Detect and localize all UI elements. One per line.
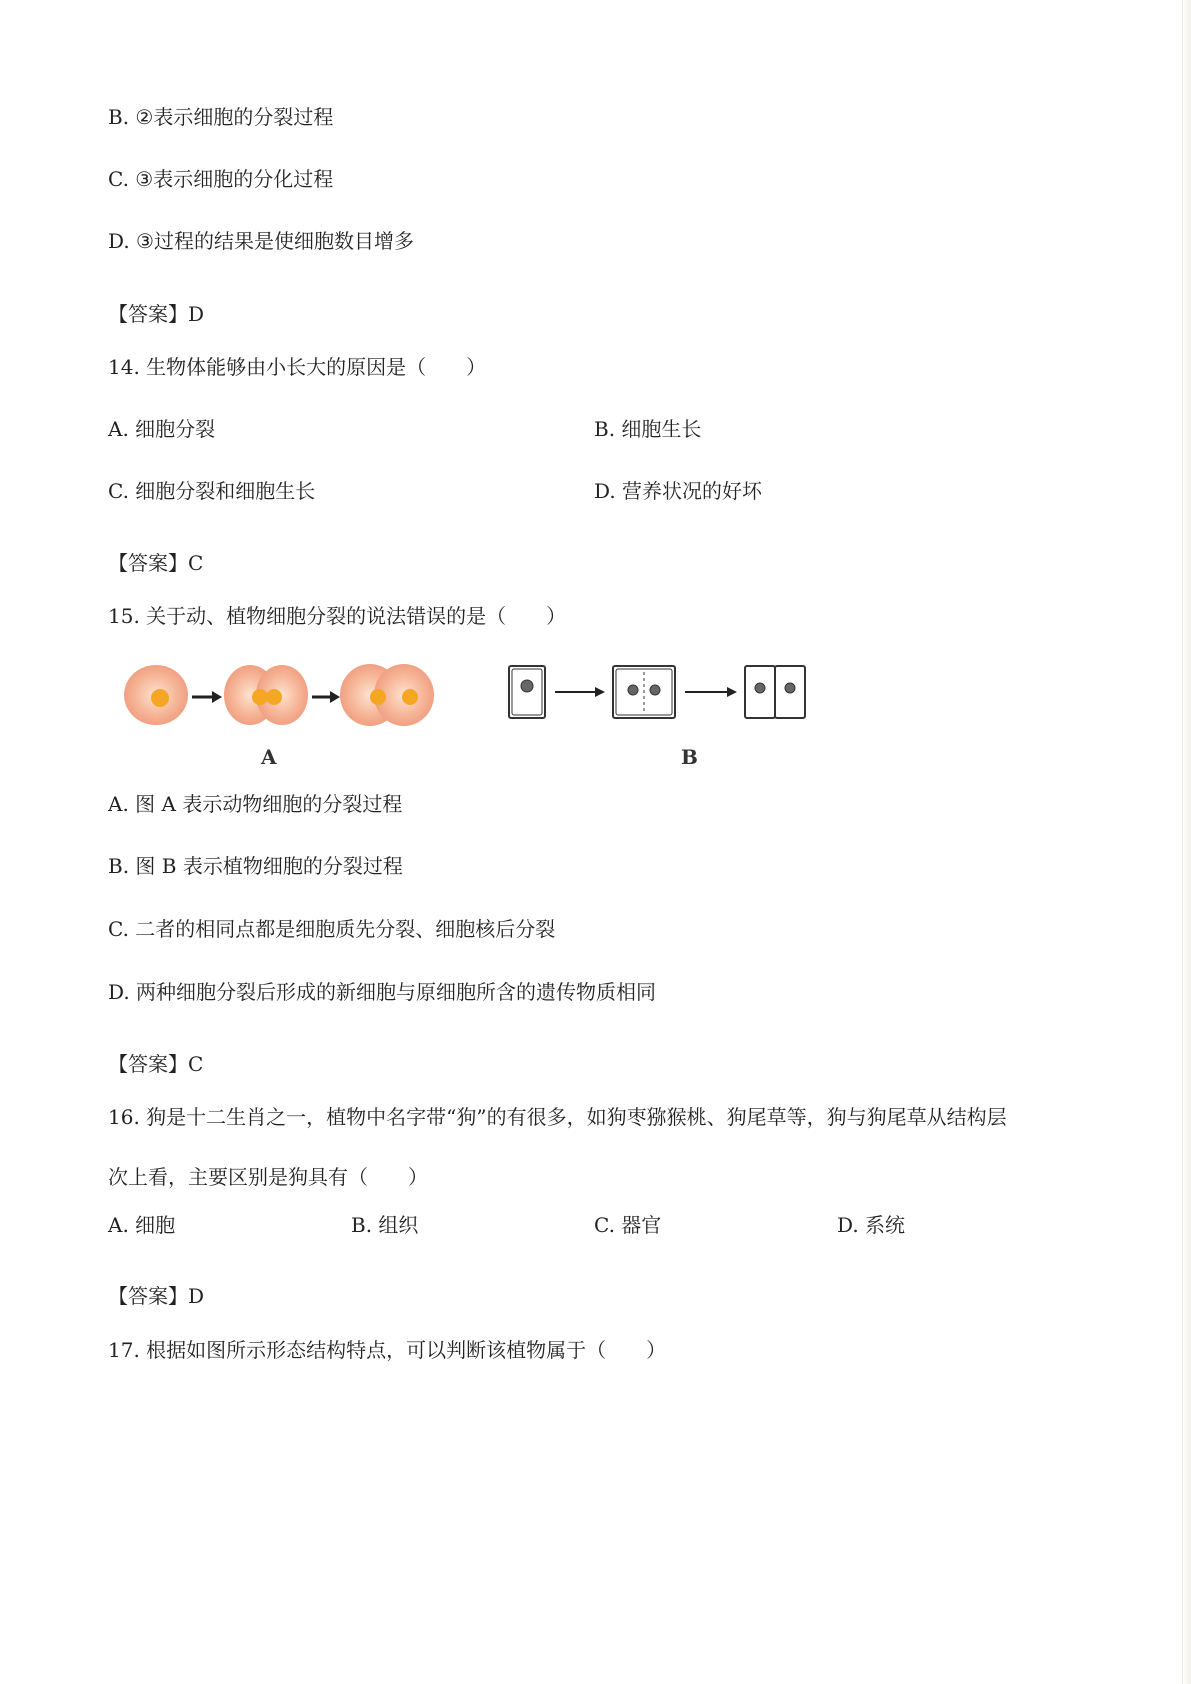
plant-cell-2: [613, 666, 675, 718]
animal-cell-1: [124, 665, 188, 725]
q14-option-b: B. 细胞生长: [594, 417, 702, 441]
plant-cell-3: [745, 666, 805, 718]
q16-stem-line2: 次上看，主要区别是狗具有（ ）: [108, 1165, 428, 1189]
q15-option-a: A. 图 A 表示动物细胞的分裂过程: [108, 792, 403, 816]
q16-answer: 【答案】D: [108, 1284, 205, 1308]
arrow-2-icon: [312, 691, 340, 703]
q16-option-b: B. 组织: [351, 1213, 419, 1237]
animal-cell-3: [340, 664, 434, 726]
q15-stem: 15. 关于动、植物细胞分裂的说法错误的是（ ）: [108, 604, 567, 628]
q13-answer: 【答案】D: [108, 302, 205, 326]
q16-stem-line1: 16. 狗是十二生肖之一，植物中名字带“狗”的有很多，如狗枣猕猴桃、狗尾草等，狗与狗尾草从结构层: [108, 1105, 1007, 1129]
q13-option-d: D. ③过程的结果是使细胞数目增多: [108, 229, 414, 253]
q14-answer: 【答案】C: [108, 551, 204, 575]
q16-option-d: D. 系统: [837, 1213, 906, 1237]
arrow-1-icon: [192, 691, 222, 703]
animal-cell-division-figure: [120, 655, 440, 735]
q14-option-a: A. 细胞分裂: [108, 417, 216, 441]
q17-stem: 17. 根据如图所示形态结构特点，可以判断该植物属于（ ）: [108, 1338, 667, 1362]
figure-label-a: A: [261, 745, 277, 769]
q15-answer: 【答案】C: [108, 1052, 204, 1076]
q13-option-b: B. ②表示细胞的分裂过程: [108, 105, 334, 129]
plant-nucleus-1: [521, 680, 533, 692]
figure-label-b: B: [681, 745, 698, 769]
q14-stem: 14. 生物体能够由小长大的原因是（ ）: [108, 355, 487, 379]
plant-cell-division-figure: [505, 662, 810, 724]
q13-option-c: C. ③表示细胞的分化过程: [108, 167, 334, 191]
q15-option-b: B. 图 B 表示植物细胞的分裂过程: [108, 854, 403, 878]
q15-option-d: D. 两种细胞分裂后形成的新细胞与原细胞所含的遗传物质相同: [108, 980, 657, 1004]
page-edge: [1182, 0, 1191, 1684]
q14-option-c: C. 细胞分裂和细胞生长: [108, 479, 316, 503]
q16-option-c: C. 器官: [594, 1213, 662, 1237]
arrow-3-icon: [555, 687, 605, 697]
q15-option-c: C. 二者的相同点都是细胞质先分裂、细胞核后分裂: [108, 917, 556, 941]
arrow-4-icon: [685, 687, 737, 697]
q16-option-a: A. 细胞: [108, 1213, 176, 1237]
q14-option-d: D. 营养状况的好坏: [594, 479, 763, 503]
animal-cell-2: [224, 665, 308, 725]
